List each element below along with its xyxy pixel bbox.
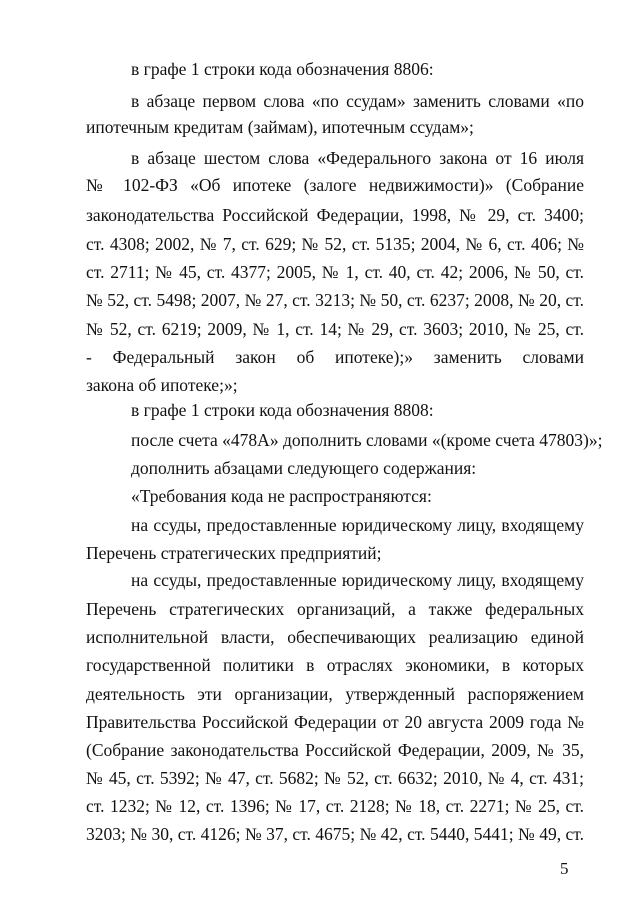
text-line: на ссуды, предоставленные юридическому лицу, входящему bbox=[131, 570, 584, 590]
text-line: (Собрание законодательства Российской Федерации, 2009, № 35, bbox=[86, 740, 584, 760]
text-line: ст. 4308; 2002, № 7, ст. 629; № 52, ст. 5135; 2004, № 6, ст. 406; № bbox=[86, 234, 584, 254]
page-number: 5 bbox=[560, 859, 569, 878]
text-line: Перечень стратегических организаций, а также федеральных bbox=[86, 599, 584, 619]
text-line: деятельность эти организации, утвержденный распоряжением bbox=[86, 684, 584, 704]
text-line: № 45, ст. 5392; № 47, ст. 5682; № 52, ст. 6632; 2010, № 4, ст. 431; bbox=[86, 768, 584, 788]
text-line: законодательства Российской Федерации, 1998, № 29, ст. 3400; bbox=[86, 205, 584, 225]
text-line: в графе 1 строки кода обозначения 8808: bbox=[131, 400, 434, 420]
text-line: дополнить абзацами следующего содержания: bbox=[131, 458, 477, 478]
text-line: 3203; № 30, ст. 4126; № 37, ст. 4675; № 42, ст. 5440, 5441; № 49, ст. bbox=[86, 824, 584, 844]
text-line: - Федеральный закон об ипотеке);» заменить словами bbox=[86, 347, 584, 367]
text-line: государственной политики в отраслях экономики, в которых bbox=[86, 655, 584, 675]
text-line: закона об ипотеке;»; bbox=[86, 375, 238, 395]
text-line: в абзаце шестом слова «Федерального закона от 16 июля bbox=[131, 148, 584, 168]
text-line: на ссуды, предоставленные юридическому лицу, входящему bbox=[131, 515, 584, 535]
text-line: «Требования кода не распространяются: bbox=[131, 486, 432, 506]
text-line: № 102-ФЗ «Об ипотеке (залоге недвижимости)» (Собрание bbox=[86, 175, 584, 195]
text-line: в графе 1 строки кода обозначения 8806: bbox=[131, 59, 434, 79]
text-line: в абзаце первом слова «по ссудам» заменить словами «по bbox=[131, 91, 584, 111]
text-line: № 52, ст. 6219; 2009, № 1, ст. 14; № 29, ст. 3603; 2010, № 25, ст. bbox=[86, 319, 584, 339]
text-line: ипотечным кредитам (займам), ипотечным ссудам»; bbox=[86, 117, 474, 137]
text-line: Перечень стратегических предприятий; bbox=[86, 543, 382, 563]
text-line: № 52, ст. 5498; 2007, № 27, ст. 3213; № 50, ст. 6237; 2008, № 20, ст. bbox=[86, 290, 584, 310]
text-line: Правительства Российской Федерации от 20 августа 2009 года № bbox=[86, 712, 584, 732]
text-line: после счета «478А» дополнить словами «(кроме счета 47803)»; bbox=[131, 430, 603, 450]
text-line: ст. 2711; № 45, ст. 4377; 2005, № 1, ст. 40, ст. 42; 2006, № 50, ст. bbox=[86, 262, 584, 282]
text-line: исполнительной власти, обеспечивающих реализацию единой bbox=[86, 627, 584, 647]
text-line: ст. 1232; № 12, ст. 1396; № 17, ст. 2128; № 18, ст. 2271; № 25, ст. bbox=[86, 796, 584, 816]
